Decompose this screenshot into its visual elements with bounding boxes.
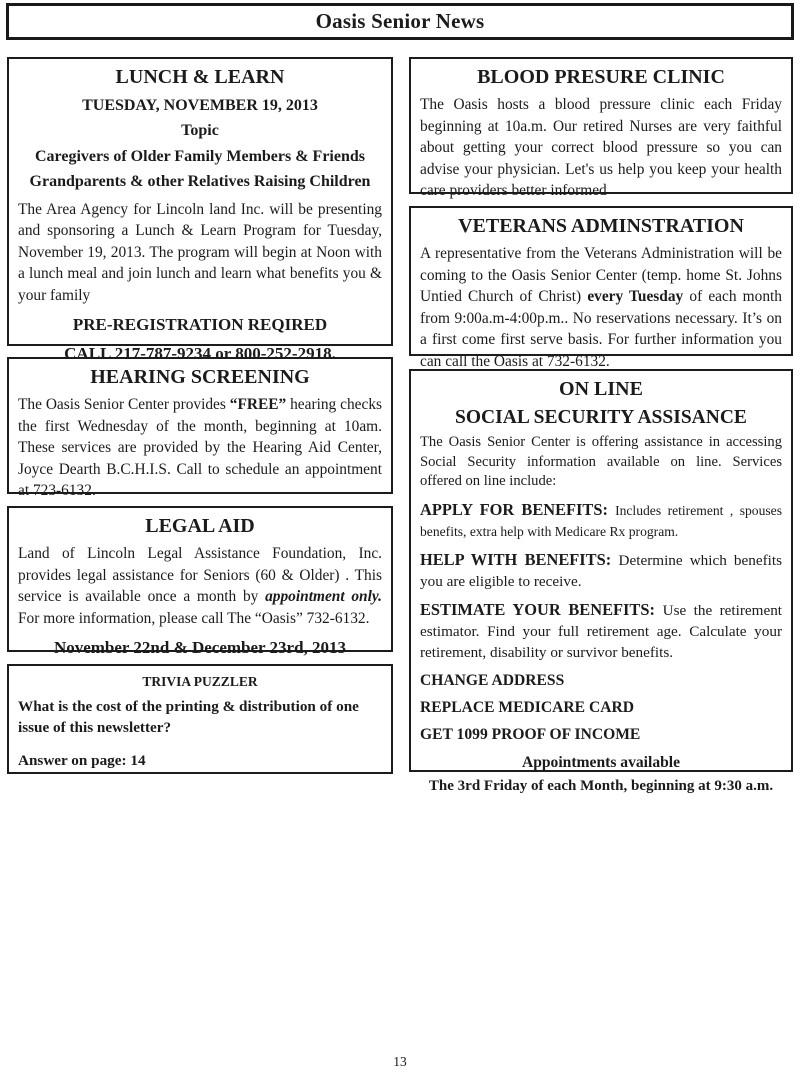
veterans-administration-title: VETERANS ADMINSTRATION [458,215,744,237]
service-help-description: Determine which benefits you are eligible to receive. [420,551,782,590]
right-column [409,57,793,794]
veterans-body-tuesday-emphasis: every Tuesday [587,288,684,305]
trivia-question: What is the cost of the printing & distribution of one issue of this newsletter? [18,698,359,736]
service-apply-label: APPLY FOR BENEFITS [420,499,603,519]
action-item-change-address: CHANGE ADDRESS [420,671,565,689]
hearing-body-post: hearing checks the first Wednesday of the month, beginning at 10am. These services are provided by the Hearing Aid Center, Joyce Dearth B.C.H.I.S. Call to schedule an appointment at 723-6132. [18,396,383,499]
service-help-with-benefits [420,549,782,592]
lunch-call-line: CALL 217-787-9234 or 800-252-2918. [64,344,336,363]
hearing-body-paragraph [18,394,382,502]
service-apply-for-benefits [420,499,782,542]
social-security-title-line2: SOCIAL SECURITY ASSISANCE [455,407,747,428]
social-security-assistance-box [409,369,793,794]
blood-pressure-body-paragraph: The Oasis hosts a blood pressure clinic each Friday beginning at 10a.m. Our retired Nurses are very faithful about getting your correct blood pressure so you can advise your physician. Let's us help you keep your health care providers better informed [420,96,782,199]
hearing-screening-title: HEARING SCREENING [90,366,310,388]
service-apply-separator: : [602,499,616,519]
service-estimate-description: Use the retirement estimator. Find your full retirement age. Calculate your retirement, disability or survivor benefits. [420,601,783,661]
hearing-body-free-emphasis: “FREE” [229,396,287,413]
lunch-and-learn-box [7,57,393,363]
lunch-topic-line1: Caregivers of Older Family Members & Friends [35,147,365,165]
veterans-body-paragraph [420,243,782,372]
trivia-puzzler-box [7,664,393,774]
social-security-intro: The Oasis Senior Center is offering assistance in accessing Social Security information available on line. Services offered on line include: [420,434,782,489]
service-estimate-your-benefits [420,599,782,663]
service-estimate-label: ESTIMATE YOUR BENEFITS [420,599,650,619]
legal-aid-dates-line: November 22nd & December 23rd, 2013 [53,638,347,657]
legal-body-appointment-emphasis: appointment only. [265,588,382,605]
newsletter-masthead [6,3,794,40]
hearing-body-pre: The Oasis Senior Center provides [18,396,230,413]
service-help-separator: : [605,549,619,569]
legal-aid-title: LEGAL AID [145,515,255,537]
lunch-topic-line2: Grandparents & other Relatives Raising Children [29,173,371,190]
left-column [7,57,393,774]
legal-body-post: For more information, please call The “Oasis” 732-6132. [18,609,370,627]
appointment-schedule-line: The 3rd Friday of each Month, beginning at 9:30 a.m. [428,777,774,794]
trivia-puzzler-title: TRIVIA PUZZLER [142,674,258,689]
service-estimate-separator: : [649,599,663,619]
legal-body-pre: Land of Lincoln Legal Assistance Foundation, Inc. provides legal assistance for Seniors (60 & Older) . This service is available once a month by [18,545,382,605]
lunch-and-learn-title: LUNCH & LEARN [115,66,285,88]
hearing-screening-box [7,357,393,499]
blood-pressure-clinic-box [409,57,793,199]
lunch-body-paragraph: The Area Agency for Lincoln land Inc. will be presenting and sponsoring a Lunch & Learn Program for Tuesday, November 19, 2013. The program will begin at Noon with a lunch meal and join lunch and learn what benefits you & your family [18,200,382,304]
blood-pressure-clinic-title: BLOOD PRESURE CLINIC [477,66,725,88]
action-item-replace-medicare-card: REPLACE MEDICARE CARD [420,698,634,716]
veterans-body-pre: A representative from the Veterans Administration will be coming to the Oasis Senior Center (temp. home St. Johns Untied Church of Christ) [420,245,782,305]
trivia-answer-line: Answer on page: 14 [18,752,146,769]
lunch-topic-label: Topic [181,122,219,139]
lunch-date-line: TUESDAY, NOVEMBER 19, 2013 [82,96,318,114]
social-security-title-line1: ON LINE [559,378,643,400]
legal-aid-box [7,506,393,657]
service-apply-description: Includes retirement , spouses benefits, extra help with Medicare Rx program. [420,502,782,539]
lunch-preregistration-line: PRE-REGISTRATION REQIRED [72,315,328,334]
veterans-administration-box [409,206,793,370]
veterans-body-post: of each month from 9:00a.m-4:00p.m.. No reservations necessary. It’s on a first come first serve basis. For further information you can call the Oasis at 732-6132. [420,288,782,370]
action-item-get-1099: GET 1099 PROOF OF INCOME [420,725,641,743]
service-help-label: HELP WITH BENEFITS [420,549,606,569]
appointments-available-line: Appointments available [521,753,681,771]
newsletter-title: Oasis Senior News [315,9,485,33]
page-number: 13 [393,1054,407,1069]
legal-aid-body-paragraph [18,543,382,629]
